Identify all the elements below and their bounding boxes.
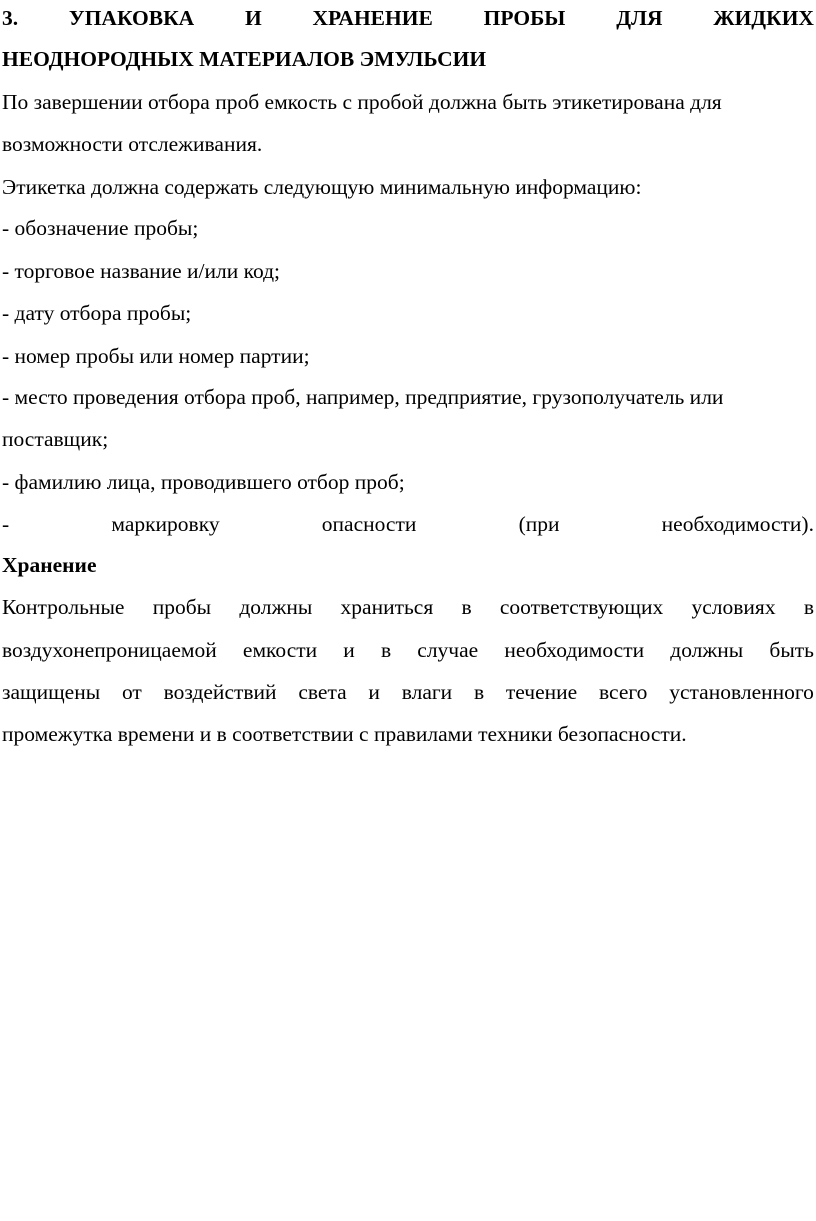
storage-word: влаги xyxy=(401,680,453,704)
heading-line-2: НЕОДНОРОДНЫХ МАТЕРИАЛОВ ЭМУЛЬСИИ xyxy=(2,47,487,71)
storage-word: должны xyxy=(670,638,744,662)
storage-word: емкости xyxy=(242,638,318,662)
storage-word: соответствующих xyxy=(499,595,664,619)
storage-word: условиях xyxy=(691,595,776,619)
heading-word: ПРОБЫ xyxy=(483,6,566,30)
storage-word: течение xyxy=(505,680,578,704)
storage-line-2 xyxy=(2,635,814,665)
list-word: маркировку xyxy=(111,512,220,536)
list-item: - фамилию лица, проводившего отбор проб; xyxy=(2,470,405,494)
storage-title: Хранение xyxy=(2,553,97,577)
storage-word: должны xyxy=(239,595,313,619)
storage-word: воздухонепроницаемой xyxy=(2,638,217,662)
intro-line-2: возможности отслеживания. xyxy=(2,132,263,156)
storage-word: установленного xyxy=(669,680,814,704)
list-item: - дату отбора пробы; xyxy=(2,301,192,325)
storage-word: в xyxy=(803,595,814,619)
list-item: - обозначение пробы; xyxy=(2,216,199,240)
heading-word: И xyxy=(244,6,262,30)
storage-word: Контрольные xyxy=(2,595,125,619)
storage-word: и xyxy=(368,680,380,704)
storage-word: в xyxy=(473,680,485,704)
storage-line-4: промежутка времени и в соответствии с правилами техники безопасности. xyxy=(2,722,687,746)
list-word: - xyxy=(2,512,10,536)
storage-word: пробы xyxy=(152,595,212,619)
list-word: необходимости). xyxy=(661,512,814,536)
list-item: - торговое название и/или код; xyxy=(2,259,280,283)
storage-word: в xyxy=(461,595,472,619)
storage-word: света xyxy=(298,680,347,704)
storage-word: всего xyxy=(599,680,648,704)
heading-word: 3. xyxy=(2,6,19,30)
storage-word: необходимости xyxy=(504,638,645,662)
heading-word: ХРАНЕНИЕ xyxy=(312,6,433,30)
storage-word: случае xyxy=(417,638,479,662)
heading-line-1 xyxy=(2,3,814,33)
intro-line-1: По завершении отбора проб емкость с пробой должна быть этикетирована для xyxy=(2,90,722,114)
heading-word: ДЛЯ xyxy=(616,6,663,30)
storage-word: воздействий xyxy=(163,680,277,704)
list-item-continuation: поставщик; xyxy=(2,427,109,451)
heading-word: ЖИДКИХ xyxy=(713,6,814,30)
heading-word: УПАКОВКА xyxy=(68,6,195,30)
list-item-last xyxy=(2,509,814,539)
storage-line-1 xyxy=(2,592,814,622)
list-word: (при xyxy=(518,512,560,536)
list-item: - номер пробы или номер партии; xyxy=(2,344,310,368)
list-word: опасности xyxy=(321,512,417,536)
storage-word: храниться xyxy=(340,595,434,619)
storage-word: и xyxy=(343,638,355,662)
list-item: - место проведения отбора проб, например, предприятие, грузополучатель или xyxy=(2,385,724,409)
storage-word: в xyxy=(380,638,392,662)
storage-word: быть xyxy=(769,638,814,662)
storage-line-3 xyxy=(2,677,814,707)
storage-word: от xyxy=(121,680,142,704)
label-info-lead: Этикетка должна содержать следующую минимальную информацию: xyxy=(2,175,642,199)
storage-word: защищены xyxy=(2,680,101,704)
